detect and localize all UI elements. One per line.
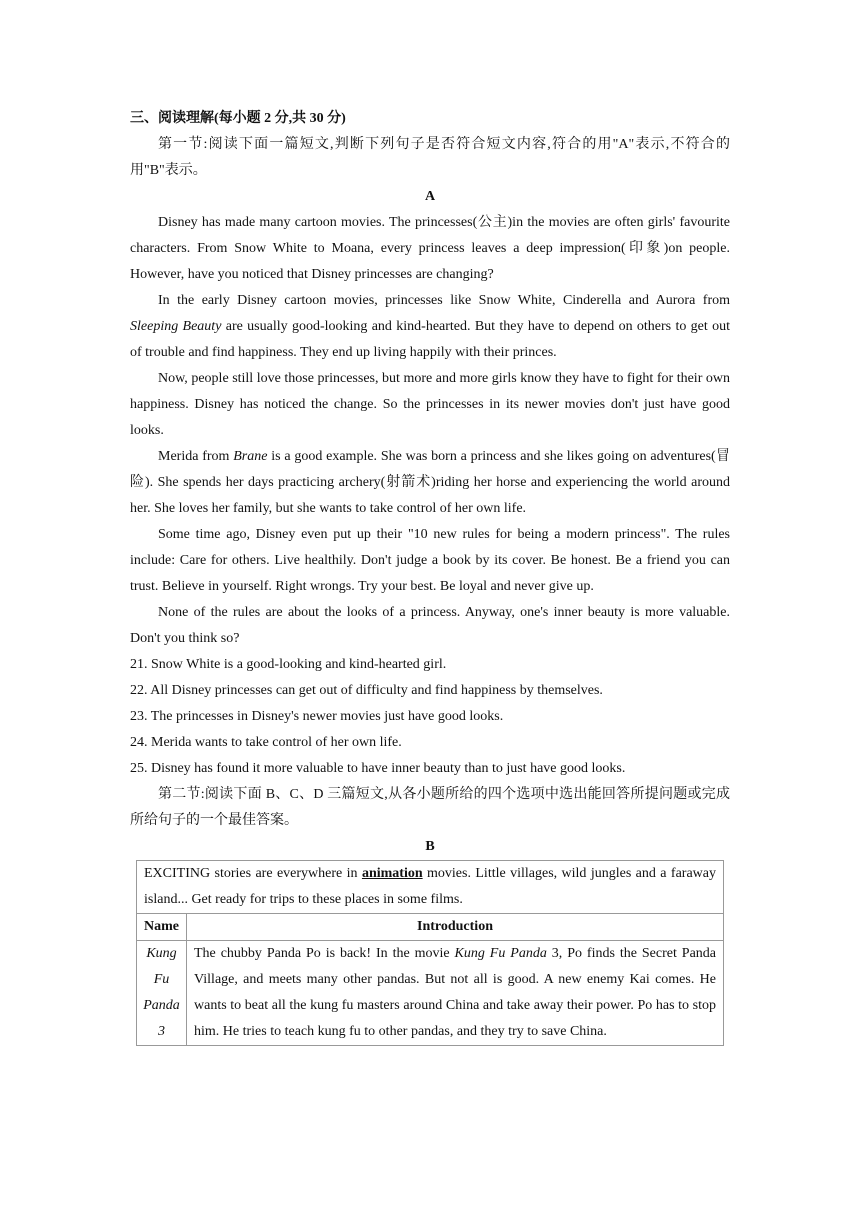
movie-introduction-cell bbox=[187, 941, 724, 1046]
part2-instruction: 第二节:阅读下面 B、C、D 三篇短文,从各小题所给的四个选项中选出能回答所提问题或完成所给句子的一个最佳答案。 bbox=[130, 787, 730, 828]
question-24: 24. Merida wants to take control of her own life. bbox=[130, 735, 402, 750]
movie-name-cell: Kung Fu Panda 3 bbox=[137, 941, 187, 1046]
text-run: In the early Disney cartoon movies, princesses like Snow White, Cinderella and Aurora from bbox=[158, 293, 730, 308]
passage-a-label: A bbox=[424, 189, 436, 204]
passage-a-paragraph-6: None of the rules are about the looks of a princess. Anyway, one's inner beauty is more valuable. Don't you think so? bbox=[130, 605, 730, 646]
exam-page bbox=[130, 106, 730, 1046]
question-21: 21. Snow White is a good-looking and kind-hearted girl. bbox=[130, 657, 447, 672]
text-run: 3, Po finds the Secret Panda Village, and meets many other pandas. But not all is good. A new enemy Kai comes. He wants to beat all the kung fu masters around China and take away their power. Po has to stop him. He tries to teach kung fu to other pandas, and they try to save China. bbox=[194, 946, 716, 1039]
table-intro bbox=[137, 861, 724, 914]
text-run: EXCITING stories are everywhere in bbox=[144, 866, 362, 881]
passage-a-paragraph-1: Disney has made many cartoon movies. The princesses(公主)in the movies are often girls' favourite characters. From Snow White to Moana, every princess leaves a deep impression(印象)on people. However, have you noticed that Disney princesses are changing? bbox=[130, 215, 730, 282]
movie-table bbox=[136, 860, 724, 1046]
column-header-introduction: Introduction bbox=[187, 914, 724, 941]
part1-instruction: 第一节:阅读下面一篇短文,判断下列句子是否符合短文内容,符合的用"A"表示,不符合的用"B"表示。 bbox=[130, 137, 730, 178]
passage-a-paragraph-3: Now, people still love those princesses, but more and more girls know they have to fight for their own happiness. Disney has noticed the change. So the princesses in its newer movies don't just have good looks. bbox=[130, 371, 730, 438]
text-run: The chubby Panda Po is back! In the movie bbox=[194, 946, 455, 961]
table-intro-row bbox=[137, 861, 724, 914]
movie-title: Sleeping Beauty bbox=[130, 319, 222, 334]
text-run: movies. Little villages, wild jungles and a faraway island... Get ready for trips to these places in some films. bbox=[144, 866, 716, 907]
movie-title: Brane bbox=[233, 449, 268, 464]
text-run: Merida from bbox=[158, 449, 234, 464]
passage-a-paragraph-5: Some time ago, Disney even put up their "10 new rules for being a modern princess". The rules include: Care for others. Live healthily. Don't judge a book by its cover. Be honest. Be a friend you can trust. Believe in yourself. Right wrongs. Try your best. Be loyal and never give up. bbox=[130, 527, 730, 594]
section-title: 三、阅读理解(每小题 2 分,共 30 分) bbox=[130, 111, 346, 126]
table-row bbox=[137, 941, 724, 1046]
passage-a-paragraph-4 bbox=[130, 444, 730, 522]
column-header-name: Name bbox=[137, 914, 187, 941]
question-23: 23. The princesses in Disney's newer movies just have good looks. bbox=[130, 709, 504, 724]
text-run: is a good example. She was born a princess and she likes going on adventures(冒险). She spends her days practicing archery(射箭术)riding her horse and experiencing the world around her. She loves her family, but she wants to take control of her own life. bbox=[130, 449, 730, 516]
passage-a-paragraph-2 bbox=[130, 288, 730, 366]
passage-b-label: B bbox=[425, 839, 435, 854]
question-22: 22. All Disney princesses can get out of difficulty and find happiness by themselves. bbox=[130, 683, 603, 698]
text-run: are usually good-looking and kind-hearted. But they have to depend on others to get out of trouble and find happiness. They end up living happily with their princes. bbox=[130, 319, 731, 360]
keyword: animation bbox=[361, 866, 423, 881]
question-25: 25. Disney has found it more valuable to have inner beauty than to just have good looks. bbox=[130, 761, 626, 776]
movie-title: Kung Fu Panda bbox=[454, 946, 547, 961]
table-header-row bbox=[137, 914, 724, 941]
